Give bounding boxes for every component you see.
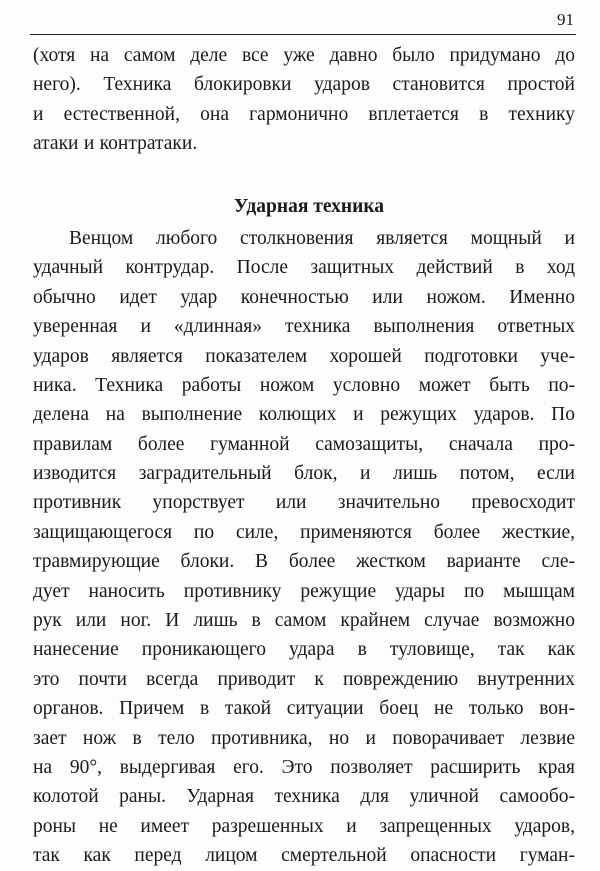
text-line: и естественной, она гармонично вплетается в технику: [33, 103, 575, 125]
text-line: противник упорствует или значительно превосходит: [33, 492, 575, 514]
text-line: обычно идет удар конечностью или ножом. Именно: [33, 286, 575, 308]
text-line: удачный контрудар. После защитных действий в ход: [33, 257, 575, 279]
page-number: 91: [557, 10, 574, 29]
text-line: ника. Техника работы ножом условно может быть по-: [33, 374, 575, 396]
section-heading: Ударная техника: [233, 195, 385, 217]
text-line: (хотя на самом деле все уже давно было придумано до: [33, 45, 575, 66]
text-line: Венцом любого столкновения является мощный и: [69, 227, 575, 249]
text-line: так как перед лицом смертельной опасности гуман-: [33, 845, 575, 867]
text-line: колотой раны. Ударная техника для уличной самообо-: [33, 786, 575, 808]
text-line: уверенная и «длинная» техника выполнения ответных: [33, 316, 575, 338]
text-line: рук или ног. И лишь в самом крайнем случае возможно: [33, 610, 575, 632]
text-line: делена на выполнение колющих и режущих ударов. По: [33, 404, 575, 426]
text-line: это почти всегда приводит к повреждению внутренних: [33, 668, 575, 690]
text-line: правилам более гуманной самозащиты, сначала про-: [33, 433, 575, 455]
text-line: на 90°, выдергивая его. Это позволяет расширить края: [33, 756, 575, 778]
text-line: органов. Причем в такой ситуации боец не только вон-: [33, 698, 575, 720]
intro-paragraph: [33, 41, 575, 159]
text-line: роны не имеет разрешенных и запрещенных ударов,: [33, 815, 575, 837]
section-paragraph: [33, 224, 575, 871]
text-line: изводится заградительный блок, и лишь потом, если: [33, 463, 575, 485]
text-line: травмирующие блоки. В более жестком варианте сле-: [33, 551, 575, 573]
text-line: нанесение проникающего удара в туловище, так как: [33, 639, 575, 661]
text-line: зает нож в тело противника, но и поворачивает лезвие: [33, 727, 575, 749]
page-header: [30, 8, 576, 35]
page-text: [33, 41, 575, 871]
text-line: защищающегося по силе, применяются более жесткие,: [33, 521, 575, 543]
text-line: атаки и контратаки.: [33, 133, 198, 155]
text-line: дует наносить противнику режущие удары по мышцам: [33, 580, 575, 602]
text-line: ударов является показателем хорошей подготовки уче-: [33, 345, 575, 367]
text-line: него). Техника блокировки ударов становится простой: [33, 74, 575, 96]
